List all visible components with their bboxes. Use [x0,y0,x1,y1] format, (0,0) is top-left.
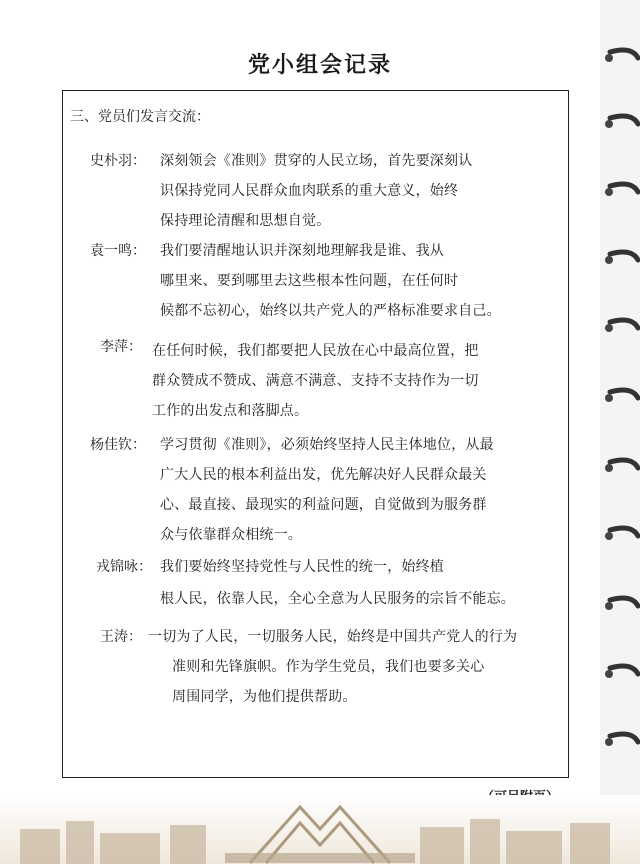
speech-line: 根人民，依靠人民，全心全意为人民服务的宗旨不能忘。 [160,591,515,607]
speech-line: 准则和先锋旗帜。作为学生党员，我们也要多关心 [172,659,485,675]
speech-line: 识保持党同人民群众血肉联系的重大意义，始终 [160,183,459,199]
page-title: 党小组会记录 [247,53,392,78]
speech-line: 一切为了人民，一切服务人民，始终是中国共产党人的行为 [148,629,518,645]
speech-line: 工作的出发点和落脚点。 [152,403,309,419]
speech-line: 在任何时候，我们都要把人民放在心中最高位置，把 [152,343,479,359]
speaker-name: 杨佳钦： [90,437,146,453]
speech-line: 广大人民的根本利益出发，优先解决好人民群众最关 [160,467,487,483]
speech-line: 周围同学，为他们提供帮助。 [172,689,357,705]
campus-illustration-footer [0,795,640,864]
speech-line: 群众赞成不赞成、满意不满意、支持不支持作为一切 [152,373,479,389]
speech-line: 深刻领会《准则》贯穿的人民立场，首先要深刻认 [160,153,473,169]
speaker-name: 戎锦咏： [96,559,152,575]
speaker-name: 袁一鸣： [90,243,146,259]
speech-line: 学习贯彻《准则》，必须始终坚持人民主体地位，从最 [160,437,494,453]
speech-line: 哪里来、要到哪里去这些根本性问题，在任何时 [160,273,459,289]
speech-line: 心、最直接、最现实的利益问题，自觉做到为服务群 [160,497,487,513]
speaker-name: 王涛： [100,629,142,645]
speaker-name: 李萍： [100,339,142,355]
section-heading: 三、党员们发言交流： [70,109,210,125]
speech-line: 我们要清醒地认识并深刻地理解我是谁、我从 [160,243,444,259]
speech-line: 我们要始终坚持党性与人民性的统一，始终植 [160,559,444,575]
speech-line: 保持理论清醒和思想自觉。 [160,213,331,229]
binder-rings [600,0,640,864]
speech-line: 众与依靠群众相统一。 [160,527,302,543]
speaker-name: 史朴羽： [90,153,146,169]
speech-line: 候都不忘初心，始终以共产党人的严格标准要求自己。 [160,303,501,319]
